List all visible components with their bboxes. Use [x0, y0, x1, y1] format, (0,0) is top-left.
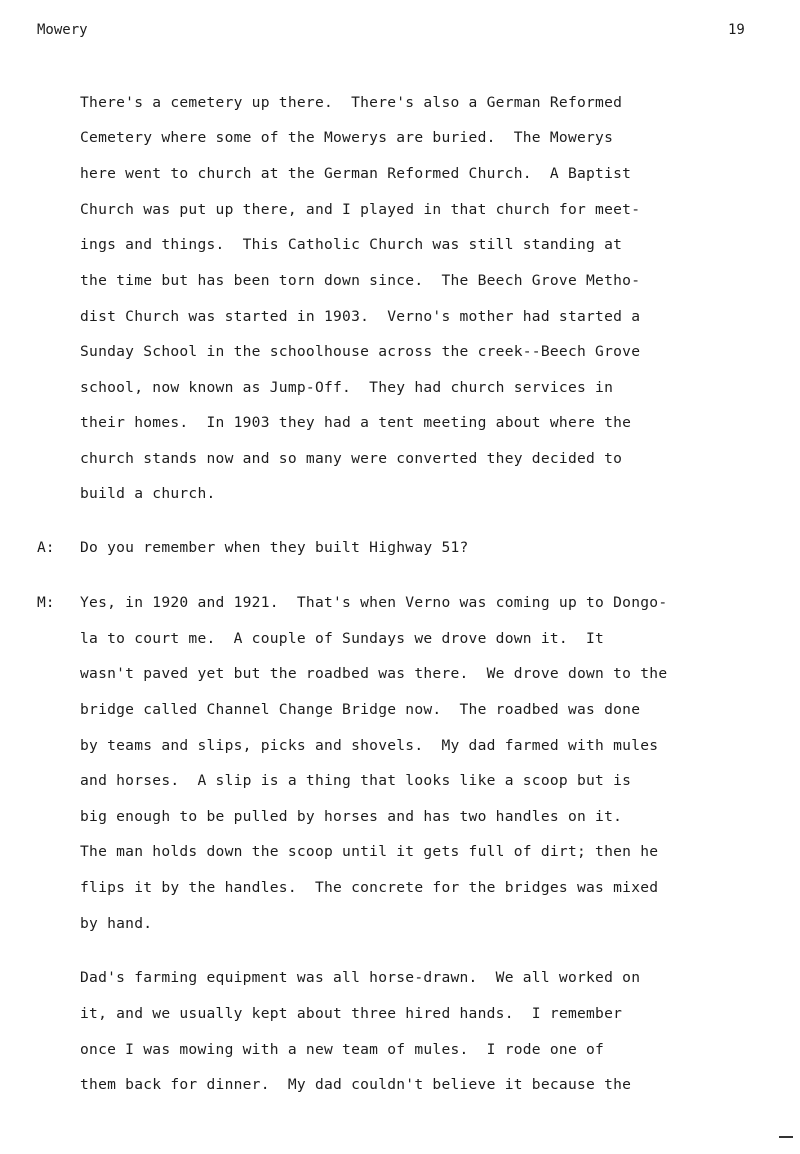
text-line: flips it by the handles. The concrete for the bridges was mixed [80, 879, 659, 896]
text-line: Sunday School in the schoolhouse across the creek--Beech Grove [80, 343, 641, 360]
text-line: their homes. In 1903 they had a tent meeting about where the [80, 414, 632, 431]
text-line: Cemetery where some of the Mowerys are buried. The Mowerys [80, 129, 614, 146]
text-line: it, and we usually kept about three hired hands. I remember [80, 1005, 623, 1022]
text-line: by teams and slips, picks and shovels. My dad farmed with mules [80, 737, 659, 754]
text-line: dist Church was started in 1903. Verno's mother had started a [80, 308, 641, 325]
text-line: and horses. A slip is a thing that looks like a scoop but is [80, 772, 632, 789]
scan-edge-mark [779, 1136, 793, 1138]
speaker-label: M: [37, 594, 55, 611]
text-line: build a church. [80, 485, 216, 502]
text-line: The man holds down the scoop until it gets full of dirt; then he [80, 843, 659, 860]
text-line: once I was mowing with a new team of mules. I rode one of [80, 1041, 605, 1058]
text-line: big enough to be pulled by horses and has two handles on it. [80, 808, 623, 825]
text-line: school, now known as Jump-Off. They had church services in [80, 379, 614, 396]
page-number: 19 [728, 22, 745, 38]
text-line: ings and things. This Catholic Church was still standing at [80, 236, 623, 253]
text-line: la to court me. A couple of Sundays we drove down it. It [80, 630, 605, 647]
text-line: church stands now and so many were converted they decided to [80, 450, 623, 467]
text-line: Church was put up there, and I played in that church for meet- [80, 201, 641, 218]
text-line: the time but has been torn down since. The Beech Grove Metho- [80, 272, 641, 289]
text-line: There's a cemetery up there. There's also a German Reformed [80, 94, 623, 111]
text-line: here went to church at the German Reformed Church. A Baptist [80, 165, 632, 182]
text-line: them back for dinner. My dad couldn't believe it because the [80, 1076, 632, 1093]
text-line: wasn't paved yet but the roadbed was there. We drove down to the [80, 665, 668, 682]
text-line: by hand. [80, 915, 153, 932]
text-line: Dad's farming equipment was all horse-drawn. We all worked on [80, 969, 641, 986]
running-head-name: Mowery [37, 22, 88, 38]
text-line: Yes, in 1920 and 1921. That's when Verno was coming up to Dongo- [80, 594, 668, 611]
text-line: Do you remember when they built Highway 51? [80, 539, 469, 556]
text-line: bridge called Channel Change Bridge now. The roadbed was done [80, 701, 641, 718]
speaker-label: A: [37, 539, 55, 556]
